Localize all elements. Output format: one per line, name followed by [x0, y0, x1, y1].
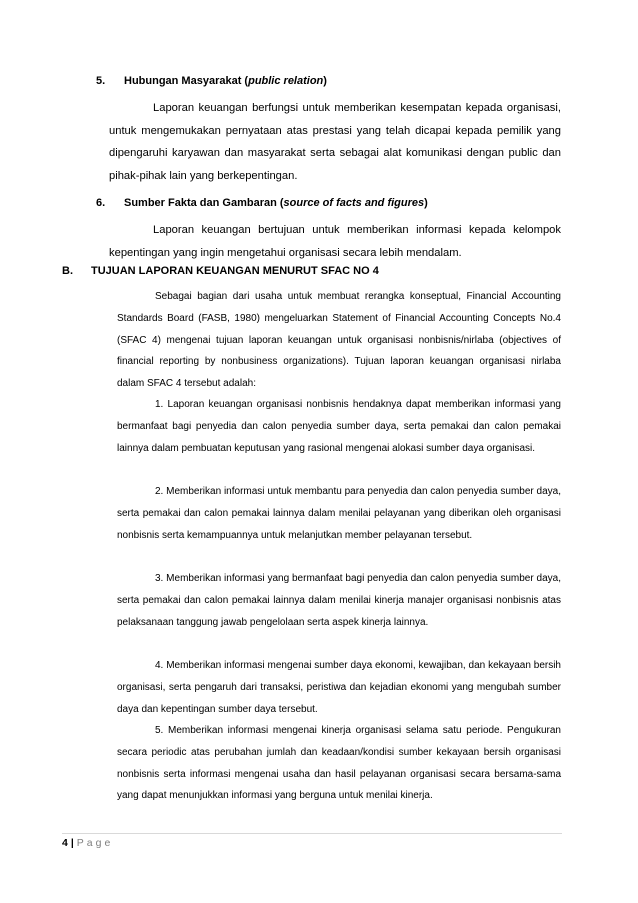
- section-6-paragraph: Laporan keuangan bertujuan untuk memberikan informasi kepada kelompok kepentingan yang ingin mengetahui organisasi secara lebih mendalam.: [109, 224, 561, 259]
- section-5-title: Hubungan Masyarakat (: [124, 75, 249, 87]
- section-6-title-end: ): [424, 197, 428, 209]
- section-6-title: Sumber Fakta dan Gambaran (: [124, 197, 284, 209]
- objective-item-1: 1. Laporan keuangan organisasi nonbisnis hendaknya dapat memberikan informasi yang bermanfaat bagi penyedia dan calon penyedia sumber daya, serta pemakai dan calon pemakai lainnya dalam pembuatan keputusan yang rasional mengenai alokasi sumber daya organisasi.: [117, 399, 561, 454]
- footer-divider: [62, 833, 562, 834]
- section-5-heading: [96, 75, 327, 87]
- section-b-intro: Sebagai bagian dari usaha untuk membuat rerangka konseptual, Financial Accounting Standards Board (FASB, 1980) mengeluarkan Statement of Financial Accounting Concepts No.4 (SFAC 4) mengenai tujuan laporan keuangan untuk organisasi nonbisnis/nirlaba (objectives of financial reporting by nonbusiness organizations). Tujuan laporan keuangan organisasi nirlaba dalam SFAC 4 tersebut adalah:: [117, 291, 561, 389]
- section-b-title: TUJUAN LAPORAN KEUANGAN MENURUT SFAC NO 4: [91, 265, 379, 277]
- objective-item-2: 2. Memberikan informasi untuk membantu para penyedia dan calon penyedia sumber daya, serta pemakai dan calon pemakai lainnya dalam menilai pelayanan yang diberikan oleh organisasi nonbisnis serta kemampuannya untuk melanjutkan member pelayanan tersebut.: [117, 486, 561, 541]
- section-6-heading: [96, 197, 428, 209]
- section-6-title-italic: source of facts and figures: [283, 197, 425, 209]
- section-5-title-italic: public relation: [248, 75, 324, 87]
- section-b-heading: [62, 265, 379, 277]
- footer-separator: |: [70, 837, 74, 849]
- objective-item-3: 3. Memberikan informasi yang bermanfaat bagi penyedia dan calon penyedia sumber daya, serta pemakai dan calon pemakai lainnya dalam menilai kinerja manajer organisasi nonbisnis atas pelaksanaan tanggung jawab pengelolaan serta aspek kinerja lainnya.: [117, 573, 561, 628]
- section-5-number: 5.: [96, 75, 106, 87]
- objective-item-5: 5. Memberikan informasi mengenai kinerja organisasi selama satu periode. Pengukuran secara periodic atas perubahan jumlah dan keadaan/kondisi sumber kekayaan bersih organisasi nonbisnis serta informasi mengenai usaha dan hasil pelayanan organisasi secara bersama-sama yang dapat menunjukkan informasi yang berguna untuk menilai kinerja.: [117, 725, 561, 802]
- objective-item-4: 4. Memberikan informasi mengenai sumber daya ekonomi, kewajiban, dan kekayaan bersih organisasi, serta pengaruh dari transaksi, peristiwa dan kejadian ekonomi yang mengubah sumber daya dan kepentingan sumber daya tersebut.: [117, 660, 561, 715]
- section-5-title-end: ): [323, 75, 327, 87]
- section-6-number: 6.: [96, 197, 106, 209]
- page-footer: [62, 837, 113, 849]
- page-number: 4: [62, 837, 68, 849]
- page-label: Page: [76, 837, 114, 849]
- section-5-paragraph: Laporan keuangan berfungsi untuk memberikan kesempatan kepada organisasi, untuk mengemukakan pernyataan atas prestasi yang telah dicapai kepada pemilik yang dipengaruhi karyawan dan masyarakat serta sebagai alat komunikasi dengan public dan pihak-pihak lain yang berkepentingan.: [109, 102, 561, 182]
- section-b-letter: B.: [62, 265, 73, 277]
